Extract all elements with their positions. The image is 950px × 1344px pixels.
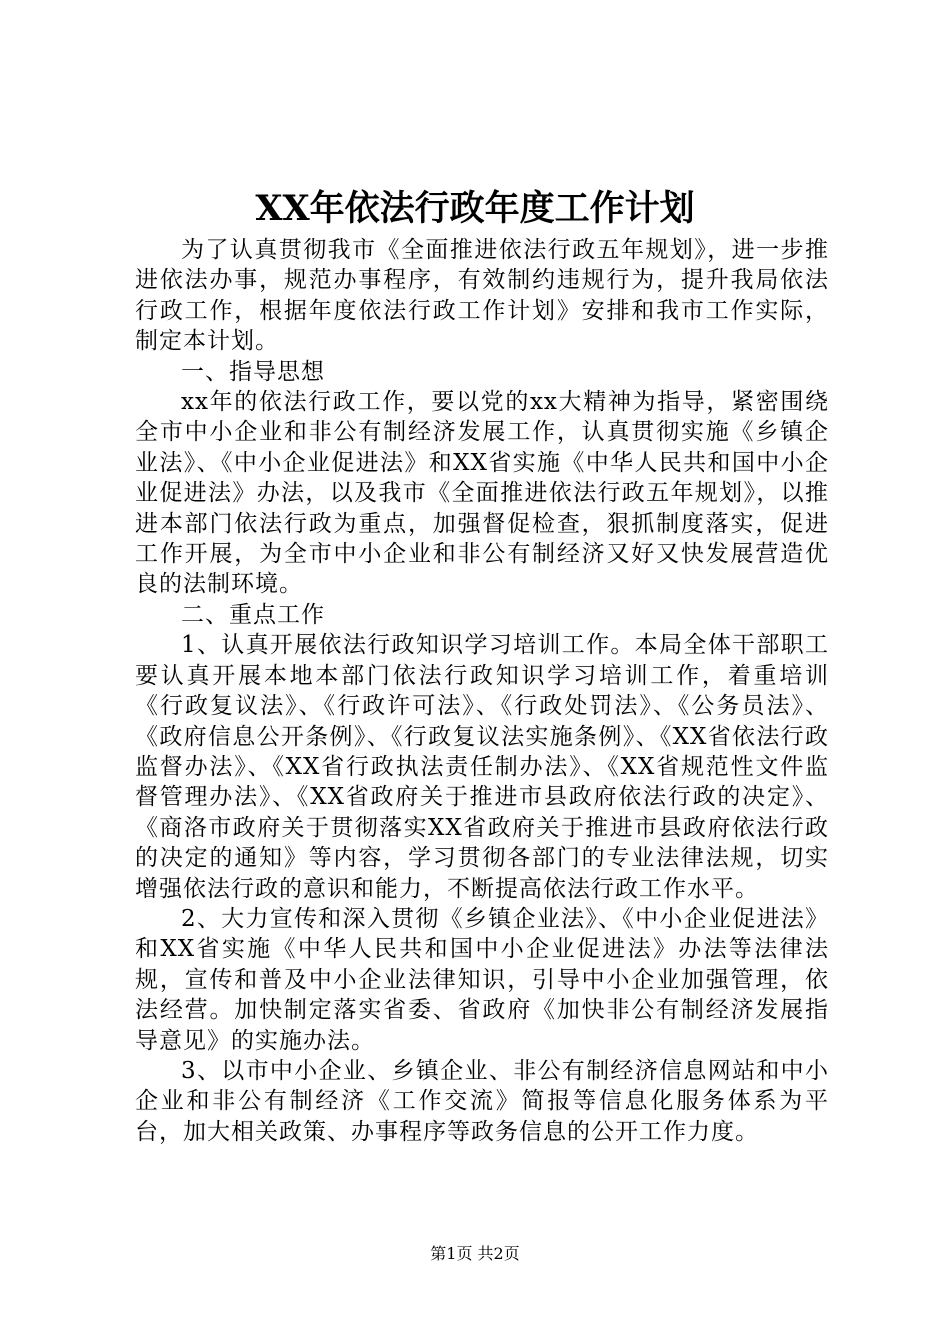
section-heading-key-work: 二、重点工作 [181, 601, 325, 628]
section-heading-guiding-ideology: 一、指导思想 [181, 358, 325, 385]
page-number-footer: 第1页 共2页 [430, 1244, 520, 1263]
document-title: XX年依法行政年度工作计划 [255, 188, 695, 229]
paragraph-key-work-1: 1、认真开展依法行政知识学习培训工作。本局全体干部职工要认真开展本地本部门依法行政知识学习培训工作，着重培训《行政复议法》、《行政许可法》、《行政处罚法》、《公务员法》、《政府信息公开条例》、《行政复议法实施条例》、《XX省依法行政监督办法》、《XX省行政执法责任制办法》、《XX省规范性文件监督管理办法》、《XX省政府关于推进市县政府依法行政的决定》、《商洛市政府关于贯彻落实XX省政府关于推进市县政府依法行政的决定的通知》等内容，学习贯彻各部门的专业法律法规，切实增强依法行政的意识和能力，不断提高依法行政工作水平。 [135, 632, 829, 902]
document-body [135, 235, 829, 1147]
paragraph-intro: 为了认真贯彻我市《全面推进依法行政五年规划》，进一步推进依法办事，规范办事程序，有效制约违规行为，提升我局依法行政工作，根据年度依法行政工作计划》安排和我市工作实际，制定本计划。 [135, 237, 829, 355]
paragraph-guiding-ideology: xx年的依法行政工作，要以党的xx大精神为指导，紧密围绕全市中小企业和非公有制经济发展工作，认真贯彻实施《乡镇企业法》、《中小企业促进法》和XX省实施《中华人民共和国中小企业促进法》办法，以及我市《全面推进依法行政五年规划》，以推进本部门依法行政为重点，加强督促检查，狠抓制度落实，促进工作开展，为全市中小企业和非公有制经济又好又快发展营造优良的法制环境。 [135, 389, 829, 598]
paragraph-key-work-3: 3、以市中小企业、乡镇企业、非公有制经济信息网站和中小企业和非公有制经济《工作交流》简报等信息化服务体系为平台，加大相关政策、办事程序等政务信息的公开工作力度。 [135, 1057, 829, 1145]
paragraph-key-work-2: 2、大力宣传和深入贯彻《乡镇企业法》、《中小企业促进法》和XX省实施《中华人民共和国中小企业促进法》办法等法律法规，宣传和普及中小企业法律知识，引导中小企业加强管理，依法经营。加快制定落实省委、省政府《加快非公有制经济发展指导意见》的实施办法。 [135, 905, 829, 1054]
